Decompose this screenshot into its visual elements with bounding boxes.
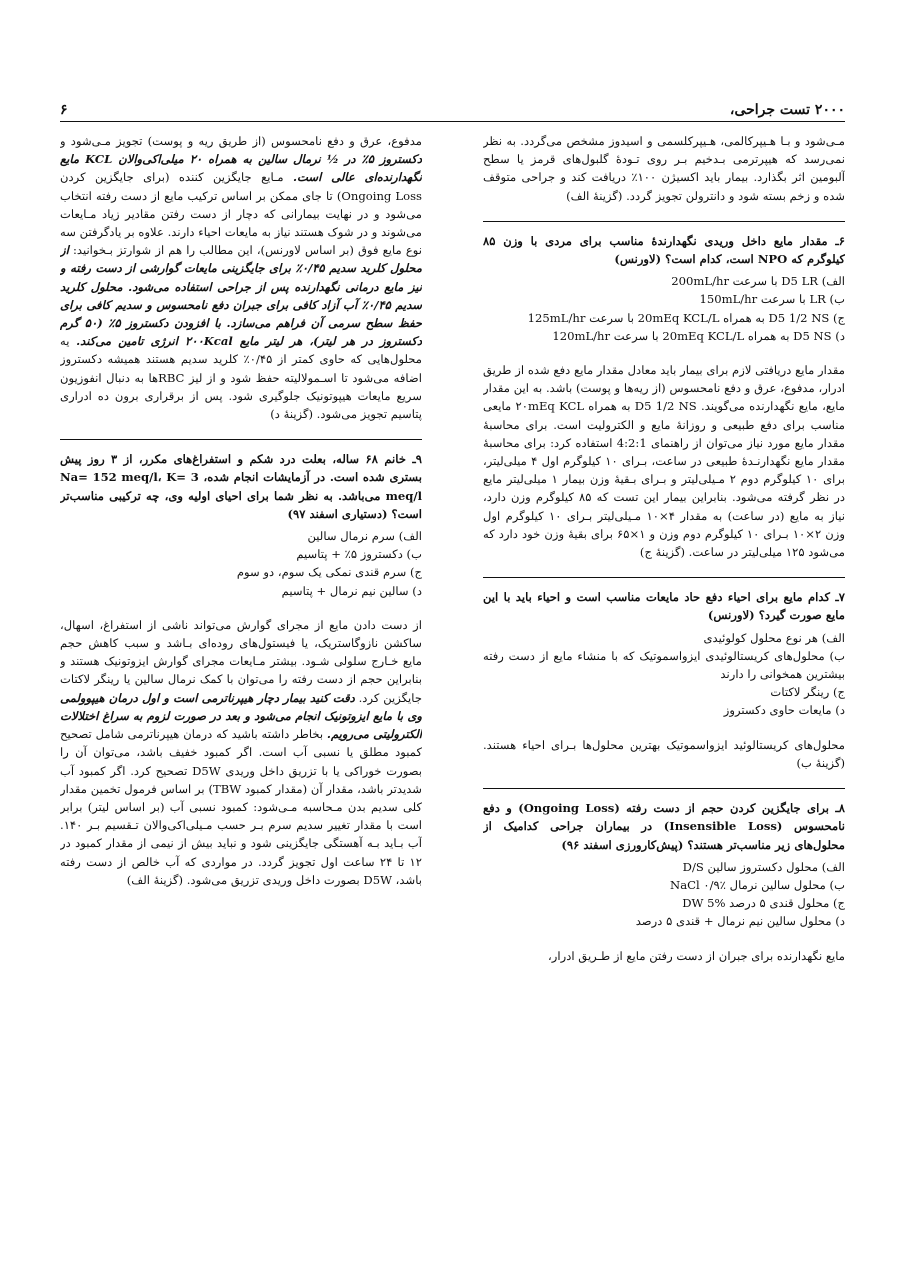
q7-question: ۷ـ کدام مایع برای احیاء دفع حاد مایعات مناسب است و احیاء باید با این مایع صورت گیرد؟ (لاورنس) <box>483 590 845 623</box>
running-title: ۲۰۰۰ تست جراحی، <box>729 102 845 118</box>
q8-options <box>483 858 845 931</box>
q6-answer: مقدار مایع دریافتی لازم برای بیمار باید معادل مقدار مایع دفع شده از طریق ادرار، مدفوع، عرق و دفع نامحسوس (از ریه‌ها و پوست) باشد. به این مقدار مایع، مایع نگهدارنده می‌گویند. D5 1/2 NS به همراه ۲۰mEq KCL مایعی مناسب برای دفع طبیعی و روزانهٔ مایع و الکترولیت است. برای محاسبهٔ مقدار مایع مورد نیاز می‌توان از راهنمای 4:2:1 استفاده کرد: برای محاسبهٔ مقدار مایع نگهدارنـدهٔ طبیعی در ساعت، بـرای ۱۰ کیلوگرم اول ۴ میلی‌لیتر، برای ۱۰ کیلوگرم دوم ۲ مـیلی‌لیتر و بـرای بـقیهٔ وزن بیمار ۱ میلی‌لیتر مایع در نظر گرفته می‌شود. بنابراین بیمار این تست که ۸۵ کیلوگرم وزن دارد، نیاز به مایع (در ساعت) به مقدار ۴×۱۰ مـیلی‌لیتر بـرای ۱۰ کیلوگرم اول وزن ۲×۱۰ بـرای ۱۰ کیلوگرم دوم وزن و ۱×۶۵ برای بقیهٔ وزن خود دارد که می‌شود ۱۲۵ میلی‌لیتر در ساعت. (گزینهٔ ج) <box>483 363 845 560</box>
page-number: ۶ <box>60 102 68 118</box>
q8-option-b: ب) محلول سالین نرمال NaCl ۰/۹٪ <box>670 877 845 892</box>
question-divider <box>483 788 845 789</box>
q9-answer <box>60 616 422 889</box>
q9-question: ۹ـ خانم ۶۸ ساله، بعلت درد شکم و استفراغ‌های مکرر، از ۳ روز پیش بستری شده است. در آزمایشات انجام شده، Na= 152 meq/l، K= 3 meq/l می‌باشد. به نظر شما برای احیای اولیه وی، چه ترکیبی مناسب‌تر است؟ (دستیاری اسفند ۹۷) <box>60 452 422 521</box>
q5-answer-continued: مـی‌شود و بـا هـیپرکالمی، هـیپرکلسمی و اسیدوز مشخص می‌گردد. به نظر نمی‌رسد که هیپرترمی بـدخیم بـر روی تـودهٔ گلبول‌های قرمز یا سطح آلبومین اثر بگذارد. بیمار باید اکسیژن ۱۰۰٪ دریافت کند و جراحی متوقف شده و زخم بسته شود و دانترولن تجویز گردد. (گزینهٔ الف) <box>483 134 845 203</box>
answer-text: از دست دادن مایع از مجرای گوارش می‌تواند ناشی از استفراغ، اسهال، ساکشن نازوگاستریک، یا فیستول‌های روده‌ای بـاشد و سبب کاهش حجم مایع خـارج سلولی شـود. بیشتر مـایعات مجرای گوارش ایزوتونیک هستند و بنابراین حجم از دست رفته را می‌توان با کمک نرمال سالین یا رینگر لاکتات جایگزین کرد. <box>60 617 422 705</box>
q8-option-c: ج) محلول قندی ۵ درصد DW 5% <box>682 896 845 911</box>
page-header <box>60 92 845 118</box>
q8-answer-continued <box>60 132 422 423</box>
q9-option-a: الف) سرم نرمال سالین <box>307 529 422 544</box>
header-divider <box>60 121 845 122</box>
q7-option-d: د) مایعات حاوی دکستروز <box>723 703 845 718</box>
q6-option-c: ج) D5 1/2 NS به همراه 20mEq KCL/L با سرعت 125mL/hr <box>527 310 845 325</box>
q6-option-b: ب) LR با سرعت 150mL/hr <box>699 292 845 307</box>
answer-emphasis: دکستروز ۵٪ در ½ نرمال سالین به همراه ۲۰ میلی‌اکی‌والان KCL مایع نگهدارنده‌ای عالی است. <box>60 152 422 185</box>
left-column <box>60 132 422 1220</box>
answer-emphasis: از محلول کلرید سدیم ۰/۴۵٪ برای جایگزینی مایعات گوارشی از دست رفته و نیز مایع درمانی نگهدارنده پس از جراحی استفاده می‌شود. محلول کلرید سدیم ۰/۴۵٪ آب آزاد کافی برای جبران دفع نامحسوس و سدیم کافی برای حفظ سطح سرمی آن فراهم می‌سازد. با افزودن دکستروز ۵٪ (۵۰ گرم دکستروز در هر لیتر)، هر لیتر مایع ۲۰۰Kcal انرژی تامین می‌کند. <box>60 243 422 349</box>
question-divider <box>483 221 845 222</box>
q9-option-b: ب) دکستروز ۵٪ + پتاسیم <box>296 547 422 562</box>
q8-option-d: د) محلول سالین نیم نرمال + قندی ۵ درصد <box>635 914 845 929</box>
right-column <box>483 132 845 1220</box>
q7-option-a: الف) هر نوع محلول کولوئیدی <box>703 630 845 645</box>
question-divider <box>483 577 845 578</box>
answer-text: بخاطر داشته باشید که درمان هیپرناترمی شامل تصحیح کمبود مطلق یا نسبی آب است. اگر کمبود خفیف باشد، می‌توان آن را بصورت خوراکی یا با تزریق داخل وریدی D5W تصحیح کرد. اگر کمبود آب شدیدتر باشد، مقدار آن (مقدار کمبود TBW) بر اساس فرمول تخمین مقدار کلی سدیم بدن مـحاسبه مـی‌شود: کمبود نسبی آب (بر اساس لیتر) برابر است با مقدار تغییر سدیم سرم بـر حسب مـیلی‌اکی‌والان تـقسیم بـر ۱۴۰. آب بـاید بـه آهستگی جایگزینی شود و نباید بیش از نیمی از مقدار کمبود در ۱۲ تا ۲۴ ساعت اول تجویز گردد. در مواردی که آب خالص از دست رفته باشد، D5W بصورت داخل وریدی تزریق می‌شود. (گزینهٔ الف) <box>60 727 422 887</box>
q8-answer-start: مایع نگهدارنده برای جبران از دست رفتن مایع از طـریق ادرار، <box>548 948 845 963</box>
q7-options <box>483 629 845 720</box>
q6-options <box>483 272 845 345</box>
question-divider <box>60 439 422 440</box>
q9-option-d: د) سالین نیم نرمال + پتاسیم <box>281 583 422 598</box>
answer-text: یه محلول‌هایی که حاوی کمتر از ۰/۴۵٪ کلرید سدیم هستند همیشه دکستروز اضافه می‌شود تا اسـمولالیته حفظ شود و از لیز RBCها به دنبال انفوزیون سریع مایعات هیپوتونیک جلوگیری شود. پس از برقراری برون ده ادراری پتاسیم تجویز می‌شود. (گزینهٔ د) <box>60 334 422 422</box>
q6-question: ۶ـ مقدار مایع داخل وریدی نگهدارندهٔ مناسب برای مردی با وزن ۸۵ کیلوگرم که NPO است، کدام است؟ (لاورنس) <box>483 233 845 267</box>
q7-option-c: ج) رینگر لاکتات <box>770 685 845 700</box>
q9-option-c: ج) سرم قندی نمکی یک سوم، دو سوم <box>236 565 422 580</box>
q7-answer: محلول‌های کریستالوئید ایزواسموتیک بهترین محلول‌ها بـرای احیاء هستند. (گزینهٔ ب) <box>483 737 845 770</box>
q6-option-d: د) D5 NS به همراه 20mEq KCL/L با سرعت 120mL/hr <box>552 328 845 343</box>
answer-text: مـایع جایگزین کننده (برای جایگزین کردن Ongoing Loss) تا جای ممکن بر اساس ترکیب مایع از دست رفته انتخاب می‌شود و در نهایت بیمارانی که دچار از دست رفتن مقادیر زیاد مـایعات می‌شوند و در شوک هستند نیاز به مایعات احیاء دارند. علاوه بر یادگرفتن سه نوع مایع فوق (بر اساس لاورنس)، این مطالب را هم از شوارتز بـخوانید: <box>60 170 422 258</box>
q7-option-b: ب) محلول‌های کریستالوئیدی ایزواسموتیک که با منشاء مایع از دست رفته بیشترین همخوانی را دارند <box>483 648 845 682</box>
q9-options <box>60 527 422 600</box>
answer-text: مدفوع، عرق و دفع نامحسوس (از طریق ریه و پوست) تجویز مـی‌شود و <box>60 134 422 148</box>
q6-option-a: الف) D5 LR با سرعت 200mL/hr <box>671 274 845 289</box>
answer-emphasis: دقت کنید بیمار دچار هیپرناترمی است و اول درمان هیپوولمی وی با مایع ایزوتونیک انجام می‌شود و بعد در صورت لزوم به سراغ اختلالات الکترولیتی می‌رویم. <box>60 690 422 742</box>
q8-question: ۸ـ برای جایگزین کردن حجم از دست رفته (Ongoing Loss) و دفع نامحسوس (Insensible Loss) در بیماران جراحی کدامیک از محلول‌های زیر مناسب‌تر هستند؟ (پیش‌کارورزی اسفند ۹۶) <box>483 801 845 852</box>
q8-option-a: الف) محلول دکستروز سالین D/S <box>682 859 845 874</box>
